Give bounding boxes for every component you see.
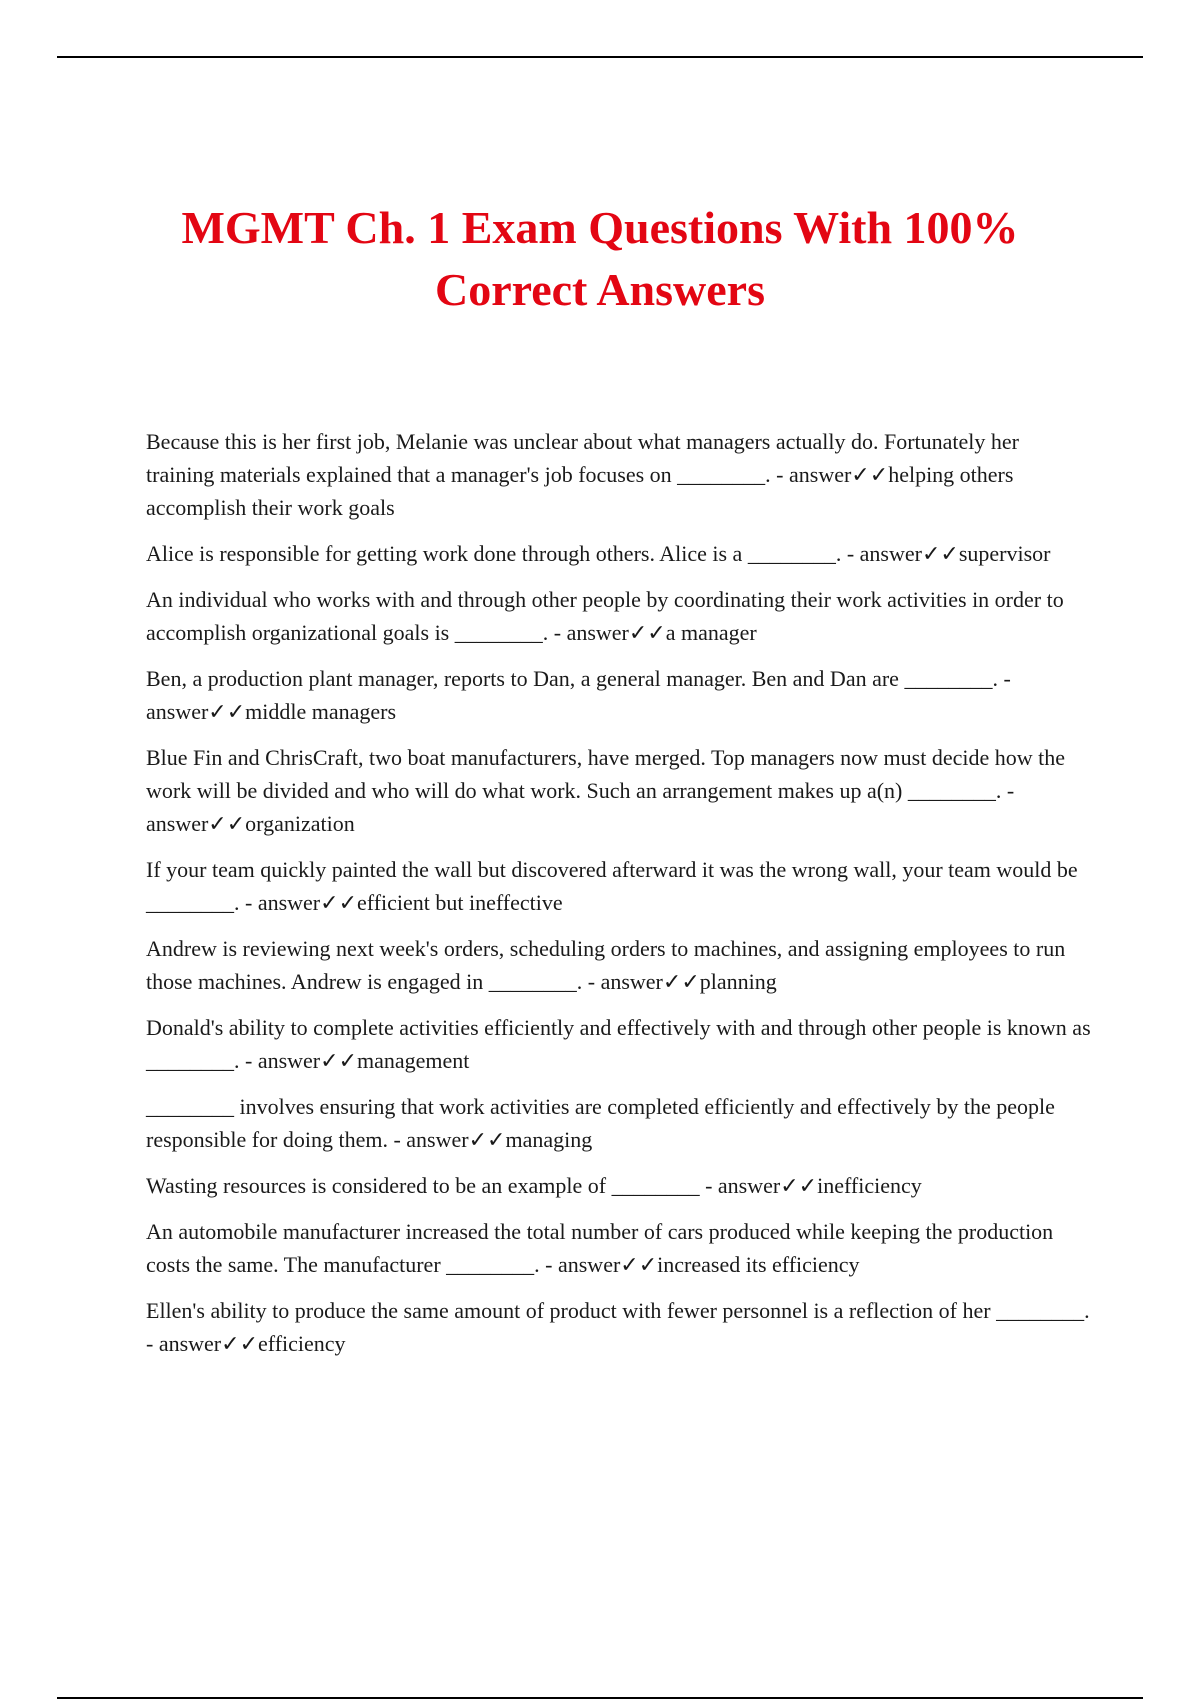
bottom-divider — [57, 1697, 1143, 1699]
answer-text: increased its efficiency — [657, 1252, 860, 1277]
question-text: If your team quickly painted the wall but discovered afterward it was the wrong wall, your team would be ________. - answer✓✓ — [146, 857, 1078, 915]
document-title — [0, 197, 1200, 321]
question-text: Andrew is reviewing next week's orders, scheduling orders to machines, and assigning employees to run those machines. Andrew is engaged in ________. - answer✓✓ — [146, 936, 1066, 994]
answer-text: supervisor — [958, 541, 1051, 566]
question-text: Because this is her first job, Melanie was unclear about what managers actually do. Fortunately her training materials explained that a manager's job focuses on ________. - answer✓✓ — [146, 429, 1020, 487]
question-text: An automobile manufacturer increased the total number of cars produced while keeping the production costs the same. The manufacturer ________. - answer✓✓ — [146, 1219, 1054, 1277]
answer-text: inefficiency — [817, 1173, 922, 1198]
qa-item-1 — [146, 425, 1092, 524]
answer-text: efficiency — [258, 1331, 346, 1356]
qa-item-7 — [146, 932, 1092, 998]
question-answer-list — [146, 425, 1092, 1373]
qa-item-6 — [146, 853, 1092, 919]
answer-text: middle managers — [245, 699, 397, 724]
question-text: ________ involves ensuring that work activities are completed efficiently and effectively by the people responsible for doing them. - answer✓✓ — [146, 1094, 1055, 1152]
question-text: Blue Fin and ChrisCraft, two boat manufacturers, have merged. Top managers now must decide how the work will be divided and who will do what work. Such an arrangement makes up a(n) ________. - answer✓✓ — [146, 745, 1065, 836]
document-title-line-1: MGMT Ch. 1 Exam Questions With 100% — [181, 201, 1019, 253]
answer-text: a manager — [665, 620, 757, 645]
top-divider — [57, 56, 1143, 58]
question-text: Wasting resources is considered to be an example of ________ - answer✓✓ — [146, 1173, 818, 1198]
answer-text: managing — [505, 1127, 593, 1152]
answer-text: helping others accomplish their work goals — [146, 462, 1014, 520]
document-title-line-2: Correct Answers — [435, 263, 765, 315]
qa-item-12 — [146, 1294, 1092, 1360]
answer-text: management — [357, 1048, 470, 1073]
answer-text: efficient but ineffective — [357, 890, 563, 915]
qa-item-8 — [146, 1011, 1092, 1077]
question-text: An individual who works with and through other people by coordinating their work activities in order to accomplish organizational goals is ________. - answer✓✓ — [146, 587, 1064, 645]
qa-item-4 — [146, 662, 1092, 728]
answer-text: organization — [245, 811, 355, 836]
qa-item-3 — [146, 583, 1092, 649]
qa-item-5 — [146, 741, 1092, 840]
question-text: Donald's ability to complete activities efficiently and effectively with and through other people is known as ________. - answer✓✓ — [146, 1015, 1091, 1073]
qa-item-9 — [146, 1090, 1092, 1156]
qa-item-11 — [146, 1215, 1092, 1281]
question-text: Ellen's ability to produce the same amount of product with fewer personnel is a reflection of her ________. - answer✓✓ — [146, 1298, 1090, 1356]
answer-text: planning — [699, 969, 777, 994]
question-text: Alice is responsible for getting work done through others. Alice is a ________. - answer✓✓ — [146, 541, 959, 566]
question-text: Ben, a production plant manager, reports to Dan, a general manager. Ben and Dan are ________. - answer✓✓ — [146, 666, 1011, 724]
qa-item-2 — [146, 537, 1092, 570]
qa-item-10 — [146, 1169, 1092, 1202]
